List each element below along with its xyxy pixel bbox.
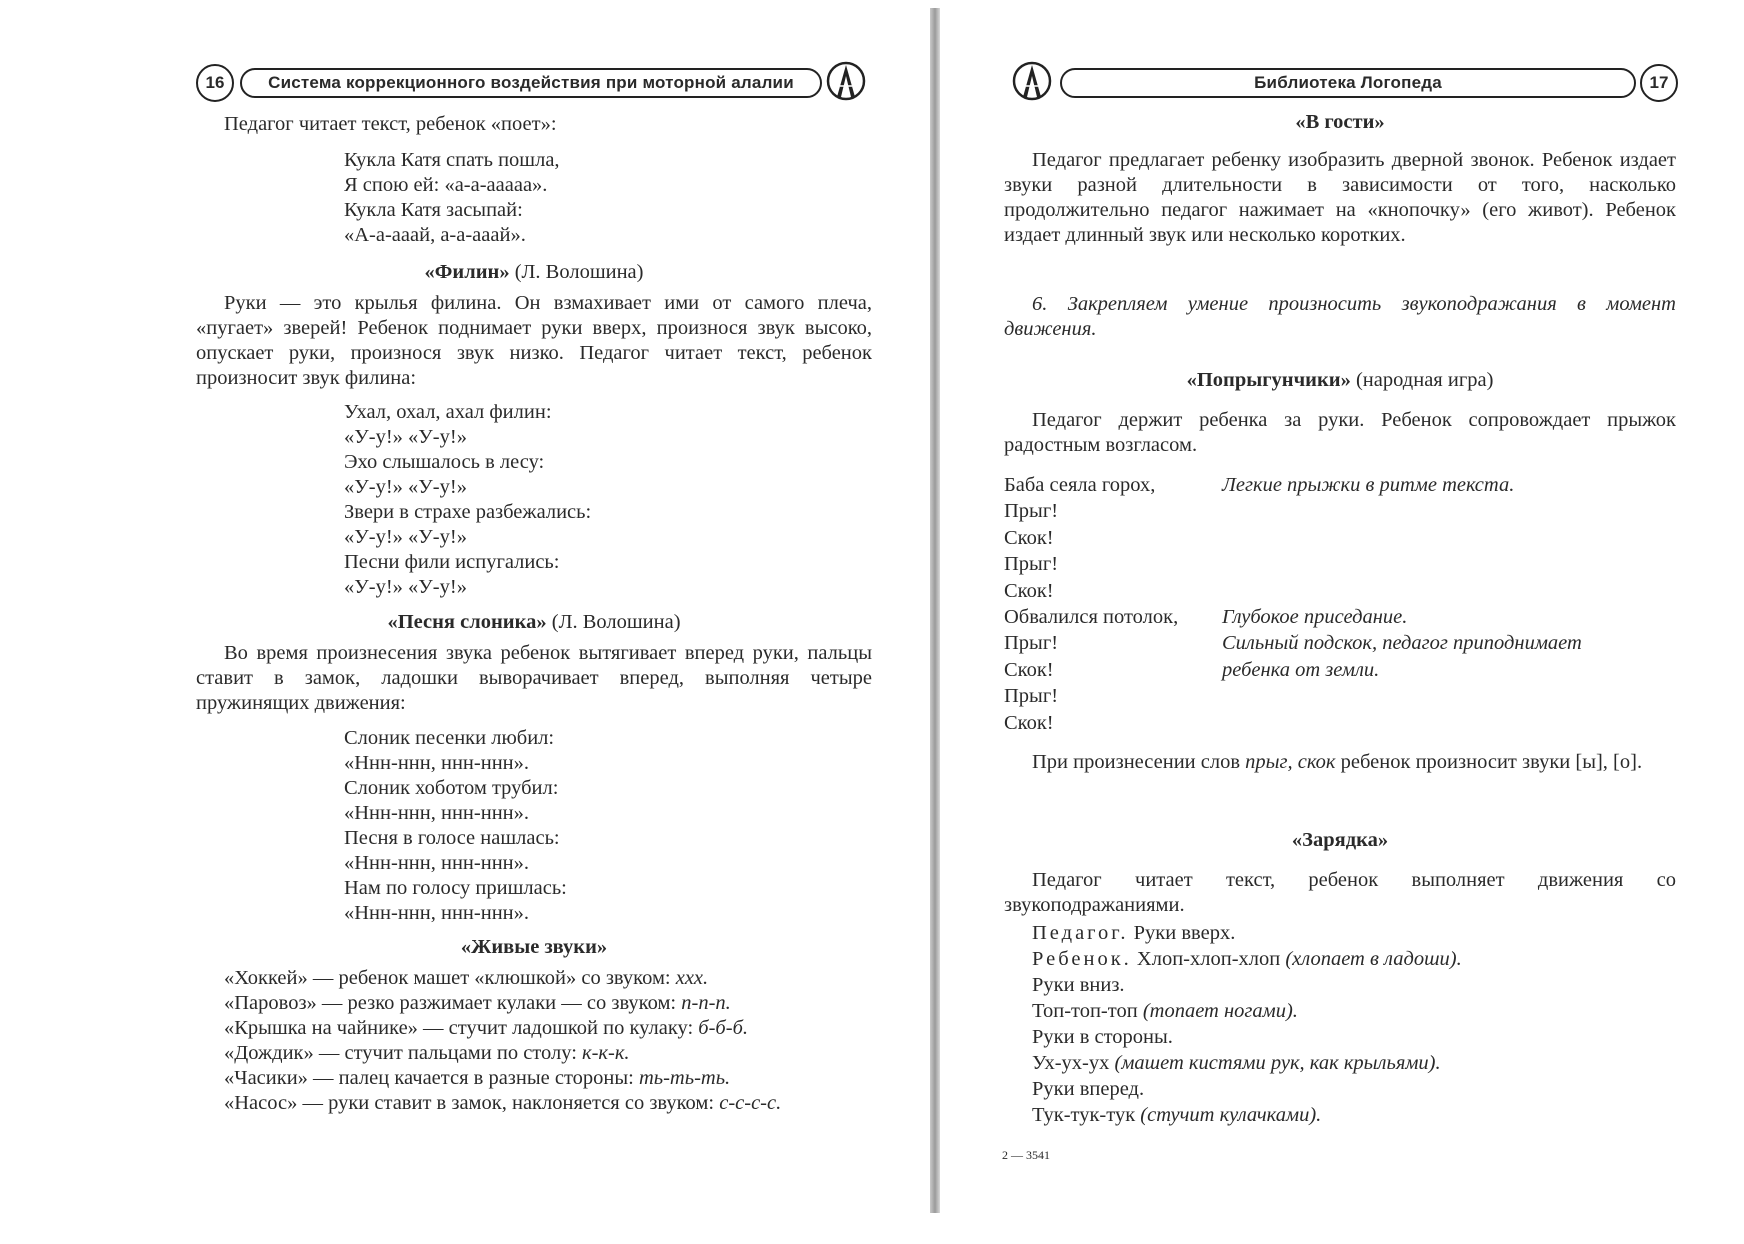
verse-line: Звери в страхе разбежались: [344, 501, 592, 523]
movement-note: Глубокое приседание. [1222, 606, 1408, 629]
item-text: «Насос» — руки ставит в замок, наклоняется со звуком: [224, 1092, 720, 1114]
verse-kukla [344, 148, 560, 248]
movement-note: Легкие прыжки в ритме текста. [1222, 474, 1515, 496]
item-sound: б-б-б. [698, 1017, 749, 1039]
verse-line: Баба сеяла горох, [1004, 474, 1156, 496]
zaryadka-dialog [1004, 920, 1704, 1128]
section-title-filin [196, 260, 872, 285]
section-title-poprygunchiki [1004, 368, 1676, 393]
movement-note [1222, 525, 1704, 551]
verse-row [1004, 604, 1704, 630]
verse-line: Песни фили испугались: [344, 551, 560, 573]
verse-line: Прыг! [1004, 553, 1059, 576]
verse-slonik [344, 726, 567, 926]
verse-line: Кукла Катя спать пошла, [344, 149, 560, 171]
line-text: Ух-ух-ух [1032, 1052, 1115, 1074]
intro-text: Педагог читает текст, ребенок «поет»: [224, 113, 557, 135]
line-text: Руки вниз. [1032, 974, 1125, 996]
running-title: Библиотека Логопеда [1060, 68, 1636, 98]
line-action: (топает ногами). [1142, 1000, 1298, 1022]
note-italic: прыг, скок [1245, 751, 1336, 773]
title-text: «Попрыгунчики» [1186, 369, 1351, 391]
verse-line: Скок! [1004, 526, 1054, 549]
title-note: (народная игра) [1355, 369, 1494, 391]
item-sound: ть-ть-ть. [638, 1067, 731, 1089]
line-action: (стучит кулачками). [1140, 1104, 1322, 1126]
library-logo-icon [826, 60, 866, 102]
line-text: Тук-тук-тук [1032, 1104, 1141, 1126]
poprygunchiki-description: Педагог держит ребенка за руки. Ребенок сопровождает прыжок радостным возгласом. [1004, 409, 1676, 456]
pryg-skok-note [1004, 750, 1676, 775]
right-page [940, 0, 1744, 1244]
verse-row [1004, 498, 1704, 524]
movement-note [1222, 683, 1704, 709]
item-sound: к-к-к. [582, 1042, 630, 1064]
verse-line: Эхо слышалось в лесу: [344, 451, 545, 473]
dialog-line [1004, 1024, 1704, 1050]
note-text: При произнесении слов [1032, 751, 1246, 773]
item-text: «Хоккей» — ребенок машет «клюшкой» со звуком: [224, 967, 676, 989]
verse-line: Скок! [1004, 711, 1054, 734]
dialog-line [1004, 998, 1704, 1024]
verse-line: Песня в голосе нашлась: [344, 827, 560, 849]
verse-line: «Ннн-ннн, ннн-ннн». [344, 752, 530, 774]
verse-row [1004, 710, 1704, 736]
line-text: Руки вверх. [1128, 922, 1236, 944]
verse-row [1004, 525, 1704, 551]
list-item [196, 1016, 880, 1041]
filin-description: Руки — это крылья филина. Он взмахивает ими от самого плеча, «пугает» зверей! Ребенок поднимает руки вверх, произнося звук высоко, опускает руки, произнося звук низко. Педагог читает текст, ребенок произносит звук филина: [196, 292, 872, 389]
verse-line: «Ннн-ннн, ннн-ннн». [344, 852, 530, 874]
line-action: (хлопает в ладоши). [1285, 948, 1462, 970]
verse-line: Прыг! [1004, 685, 1059, 708]
verse-row [1004, 578, 1704, 604]
verse-line: «У-у!» «У-у!» [344, 426, 467, 448]
verse-line: «А-а-ааай, а-а-ааай». [344, 224, 526, 246]
verse-row [1004, 657, 1704, 683]
verse-line: Прыг! [1004, 632, 1059, 655]
verse-line: «Ннн-ннн, ннн-ннн». [344, 902, 530, 924]
section-title-gosti: «В гости» [1295, 111, 1385, 133]
list-item [196, 966, 880, 991]
right-page-header [1012, 62, 1676, 104]
signature-mark: 2 — 3541 [1002, 1148, 1050, 1162]
library-logo-icon [1012, 60, 1052, 102]
verse-line: Обвалился потолок, [1004, 606, 1179, 629]
verse-row [1004, 472, 1704, 498]
book-spine [930, 8, 940, 1213]
title-author: (Л. Волошина) [551, 611, 681, 633]
line-text: Руки в стороны. [1032, 1026, 1173, 1048]
line-text: Хлоп-хлоп-хлоп [1131, 948, 1286, 970]
dialog-line [1004, 1050, 1704, 1076]
page-number: 17 [1640, 64, 1678, 102]
line-action: (машет кистями рук, как крыльями). [1114, 1052, 1441, 1074]
movement-note [1222, 551, 1704, 577]
verse-row [1004, 683, 1704, 709]
line-text: Руки вперед. [1032, 1078, 1145, 1100]
section-title-zhivye: «Живые звуки» [460, 936, 608, 958]
verse-line: Скок! [1004, 658, 1054, 681]
verse-line: «У-у!» «У-у!» [344, 576, 467, 598]
section-title-slonik [196, 610, 872, 635]
movement-note: Сильный подскок, педагог приподнимает [1222, 632, 1582, 655]
verse-row [1004, 551, 1704, 577]
gosti-description: Педагог предлагает ребенку изобразить дверной звонок. Ребенок издает звуки разной длительности в зависимости от того, насколько продолжительно педагог нажимает на «кнопочку» (его живот). Ребенок издает длинный звук или несколько коротких. [1004, 149, 1676, 246]
title-text: «Филин» [424, 261, 510, 283]
verse-line: «У-у!» «У-у!» [344, 476, 467, 498]
line-text: Топ-топ-топ [1032, 1000, 1143, 1022]
page-number: 16 [196, 64, 234, 102]
movement-note [1222, 578, 1704, 604]
zhivye-list [196, 966, 880, 1116]
dialog-line [1004, 1076, 1704, 1102]
verse-line: Слоник песенки любил: [344, 727, 555, 749]
running-title: Система коррекционного воздействия при моторной алалии [240, 68, 822, 98]
verse-line: Слоник хоботом трубил: [344, 777, 559, 799]
list-item [196, 1041, 880, 1066]
movement-note [1222, 498, 1704, 524]
speaker: Ребенок. [1032, 948, 1132, 970]
movement-note [1222, 710, 1704, 736]
poprygunchiki-verse [1004, 472, 1704, 736]
item-sound: ххх. [675, 967, 709, 989]
speaker: Педагог. [1032, 922, 1129, 944]
verse-line: Нам по голосу пришлась: [344, 877, 567, 899]
list-item [196, 1091, 880, 1116]
movement-note: ребенка от земли. [1222, 658, 1380, 681]
verse-line: «У-у!» «У-у!» [344, 526, 467, 548]
item-text: «Часики» — палец качается в разные стороны: [224, 1067, 639, 1089]
zaryadka-description: Педагог читает текст, ребенок выполняет движения со звукоподражаниями. [1004, 869, 1676, 916]
verse-line: Кукла Катя засыпай: [344, 199, 523, 221]
dialog-line [1004, 972, 1704, 998]
title-author: (Л. Волошина) [514, 261, 644, 283]
section-6-heading: 6. Закрепляем умение произносить звукоподражания в момент движения. [1004, 293, 1676, 340]
verse-line: Скок! [1004, 579, 1054, 602]
section-title-zaryadka: «Зарядка» [1291, 829, 1389, 851]
item-text: «Крышка на чайнике» — стучит ладошкой по кулаку: [224, 1017, 699, 1039]
verse-line: Я спою ей: «а-а-ааааа». [344, 174, 548, 196]
verse-line: «Ннн-ннн, ннн-ннн». [344, 802, 530, 824]
list-item [196, 1066, 880, 1091]
verse-filin [344, 400, 591, 600]
slonik-description: Во время произнесения звука ребенок вытягивает вперед руки, пальцы ставит в замок, ладошки выворачивает вперед, выполняя четыре пружинящих движения: [196, 642, 872, 714]
verse-line: Ухал, охал, ахал филин: [344, 401, 552, 423]
title-text: «Песня слоника» [387, 611, 547, 633]
dialog-line [1004, 946, 1704, 972]
item-text: «Дождик» — стучит пальцами по столу: [224, 1042, 583, 1064]
verse-line: Прыг! [1004, 500, 1059, 523]
item-sound: с-с-с-с. [719, 1092, 782, 1114]
item-text: «Паровоз» — резко разжимает кулаки — со звуком: [224, 992, 682, 1014]
note-text: ребенок произносит звуки [ы], [о]. [1335, 751, 1643, 773]
left-page-header [196, 62, 872, 104]
item-sound: п-п-п. [681, 992, 731, 1014]
verse-row [1004, 630, 1704, 656]
dialog-line [1004, 920, 1704, 946]
list-item [196, 991, 880, 1016]
dialog-line [1004, 1102, 1704, 1128]
